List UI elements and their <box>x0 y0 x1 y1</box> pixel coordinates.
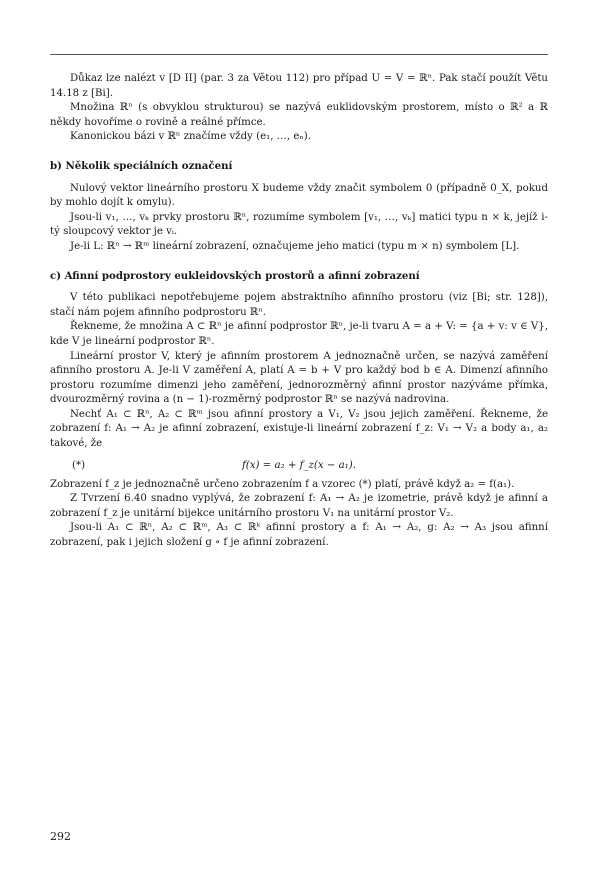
paragraph-affine-subspace: Řekneme, že množina A ⊂ ℝⁿ je afinní podprostor ℝⁿ, je-li tvaru A = a + V: = {a + v: v ∈ V}, kde V je lineární podprostor ℝⁿ. <box>50 321 548 347</box>
display-equation <box>50 455 548 477</box>
paragraph-zero-vector: Nulový vektor lineárního prostoru X budeme vždy značit symbolem 0 (případně 0_X, pokud by mohlo dojít k omylu). <box>50 182 548 209</box>
paragraph-canonical-basis: Kanonickou bázi v ℝⁿ značíme vždy (e₁, …, eₙ). <box>70 131 311 143</box>
equation-tag: (*) <box>72 459 86 471</box>
paragraph-affine-map: Nechť A₁ ⊂ ℝⁿ, A₂ ⊂ ℝᵐ jsou afinní prostory a V₁, V₂ jsou jejich zaměření. Řekneme, že zobrazení f: A₁ → A₂ je afinní zobrazení, existuje-li lineární zobrazení f_z: V₁ → V₂ a body a₁, a₂ takové, že <box>50 408 548 450</box>
page-body <box>50 72 548 551</box>
paragraph-direction-dimension: Lineární prostor V, který je afinním prostorem A jednoznačně určen, se nazývá zaměření afinního prostoru A. Je-li V zaměření A, platí A = b + V pro každý bod b ∈ A. Dimenzí afinního prostoru rozumíme dimenzi jeho zaměření, jednorozměrný afinní prostor nazýváme přímka, dvourozměrný rovina a (n − 1)-rozměrný podprostor ℝⁿ se nazývá nadrovina. <box>50 350 548 406</box>
running-head <box>50 40 548 52</box>
paragraph-proof: Důkaz lze nalézt v [D II] (par. 3 za Větou 112) pro případ U = V = ℝⁿ. Pak stačí použít Větu 14.18 z [Bi]. <box>50 73 548 99</box>
paragraph-uniqueness: Zobrazení f_z je jednoznačně určeno zobrazením f a vzorec (*) platí, právě když a₂ = f(a₁). <box>50 478 515 490</box>
paragraph-linear-map-matrix: Je-li L: ℝⁿ → ℝᵐ lineární zobrazení, označujeme jeho matici (typu m × n) symbolem [L]. <box>70 240 520 252</box>
section-heading-c: c) Afinní podprostory eukleidovských prostorů a afinní zobrazení <box>50 269 420 282</box>
equation-formula: f(x) = a₂ + f_z(x − a₁). <box>242 459 356 471</box>
paragraph-isometry: Z Tvrzení 6.40 snadno vyplývá, že zobrazení f: A₁ → A₂ je izometrie, právě když je afinní a zobrazení f_z je unitární bijekce unitárního prostoru V₁ na unitární prostor V₂. <box>50 493 548 519</box>
page-number: 292 <box>50 830 71 843</box>
paragraph-euclidean-space: Množina ℝⁿ (s obvyklou strukturou) se nazývá euklidovským prostorem, místo o ℝ² a ℝ někdy hovoříme o rovině a reálné přímce. <box>50 102 548 128</box>
paragraph-affine-intro: V této publikaci nepotřebujeme pojem abstraktního afinního prostoru (viz [Bi; str. 128]), stačí nám pojem afinního podprostoru ℝⁿ. <box>50 292 548 318</box>
paragraph-matrix-notation: Jsou-li v₁, …, vₖ prvky prostoru ℝⁿ, rozumíme symbolem [v₁, …, vₖ] matici typu n × k, jejíž i-tý sloupcový vektor je vᵢ. <box>50 211 548 238</box>
paragraph-composition: Jsou-li A₁ ⊂ ℝⁿ, A₂ ⊂ ℝᵐ, A₃ ⊂ ℝᵏ afinní prostory a f: A₁ → A₂, g: A₂ → A₃ jsou afinní zobrazení, pak i jejich složení g ∘ f je afinní zobrazení. <box>50 522 548 549</box>
section-heading-b: b) Několik speciálních označení <box>50 159 233 172</box>
header-rule <box>50 54 548 55</box>
